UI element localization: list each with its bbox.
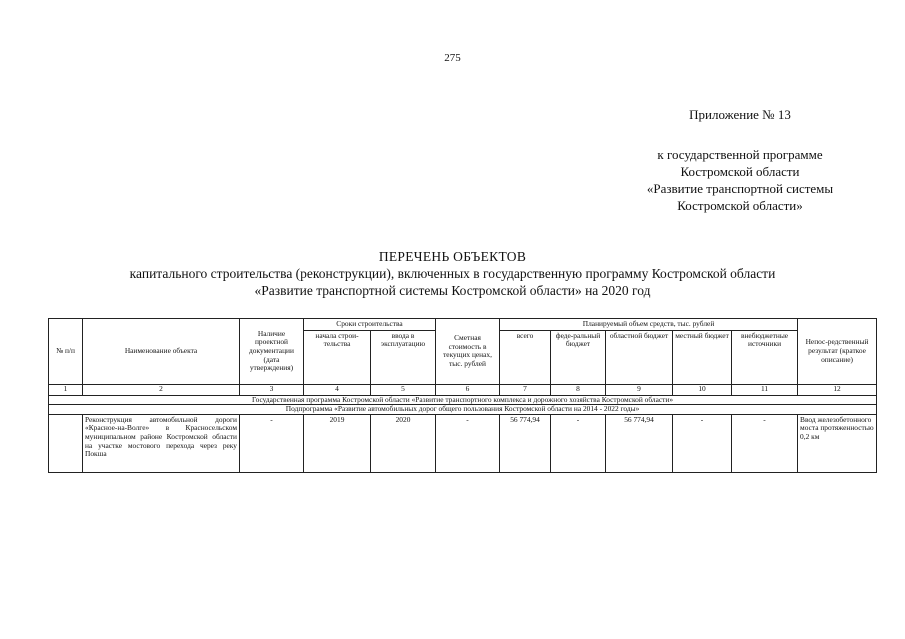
table-row <box>49 414 877 472</box>
header-funds-group: Планируемый объем средств, тыс. рублей <box>500 319 798 331</box>
column-number: 8 <box>551 384 606 395</box>
document-heading <box>0 248 905 299</box>
header-start: начала строи-тельства <box>304 330 371 384</box>
header-terms-group: Сроки строительства <box>304 319 436 331</box>
cell-num <box>49 414 83 472</box>
page-number: 275 <box>444 52 461 64</box>
cell-estimate: - <box>436 414 500 472</box>
header-federal: феде-ральный бюджет <box>551 330 606 384</box>
header-total: всего <box>500 330 551 384</box>
column-number-row <box>49 384 877 395</box>
program-title: Государственная программа Костромской области «Развитие транспортного комплекса и дорожного хозяйства Костромской области» <box>49 395 877 405</box>
cell-regional: 56 774,94 <box>606 414 673 472</box>
header-estimate: Сметная стоимость в текущих ценах, тыс. рублей <box>436 319 500 385</box>
cell-local: - <box>673 414 732 472</box>
column-number: 2 <box>83 384 240 395</box>
column-number: 12 <box>798 384 877 395</box>
heading-title: ПЕРЕЧЕНЬ ОБЪЕКТОВ <box>378 249 527 264</box>
column-number: 1 <box>49 384 83 395</box>
column-number: 10 <box>673 384 732 395</box>
appendix-line: Костромской области» <box>677 198 803 213</box>
subprogram-title: Подпрограмма «Развитие автомобильных дорог общего пользования Костромской области на 2014 - 2022 годы» <box>49 405 877 415</box>
cell-total: 56 774,94 <box>500 414 551 472</box>
header-name: Наименование объекта <box>83 319 240 385</box>
table-header-row <box>49 319 877 331</box>
appendix-subtitle <box>600 146 880 214</box>
cell-federal: - <box>551 414 606 472</box>
column-number: 11 <box>732 384 798 395</box>
appendix-line: «Развитие транспортной системы <box>646 181 834 196</box>
cell-name: Реконструкция автомобильной дороги «Красное-на-Волге» в Красносельском муниципальном районе Костромской области на участке мостового перехода через реку Покша <box>83 414 240 472</box>
column-number: 5 <box>371 384 436 395</box>
cell-docs: - <box>240 414 304 472</box>
header-commission: ввода в эксплуатацию <box>371 330 436 384</box>
appendix-line: к государственной программе <box>657 147 823 162</box>
cell-result: Ввод железобетонного моста протяженностью 0,2 км <box>798 414 877 472</box>
column-number: 4 <box>304 384 371 395</box>
subprogram-row <box>49 405 877 415</box>
header-offbudget: внебюджетные источники <box>732 330 798 384</box>
program-row <box>49 395 877 405</box>
objects-table <box>48 318 877 473</box>
heading-line: «Развитие транспортной системы Костромской области» на 2020 год <box>254 283 651 298</box>
header-num: № п/п <box>49 319 83 385</box>
cell-commission: 2020 <box>371 414 436 472</box>
appendix-line: Костромской области <box>680 164 800 179</box>
column-number: 7 <box>500 384 551 395</box>
column-number: 6 <box>436 384 500 395</box>
heading-line: капитального строительства (реконструкции), включенных в государственную программу Костромской области <box>129 266 776 281</box>
column-number: 3 <box>240 384 304 395</box>
header-regional: областной бюджет <box>606 330 673 384</box>
header-result: Непос-редственный результат (краткое описание) <box>798 319 877 385</box>
appendix-title: Приложение № 13 <box>689 107 791 122</box>
cell-offbudget: - <box>732 414 798 472</box>
header-docs: Наличие проектной документации (дата утверждения) <box>240 319 304 385</box>
header-local: местный бюджет <box>673 330 732 384</box>
column-number: 9 <box>606 384 673 395</box>
cell-start: 2019 <box>304 414 371 472</box>
